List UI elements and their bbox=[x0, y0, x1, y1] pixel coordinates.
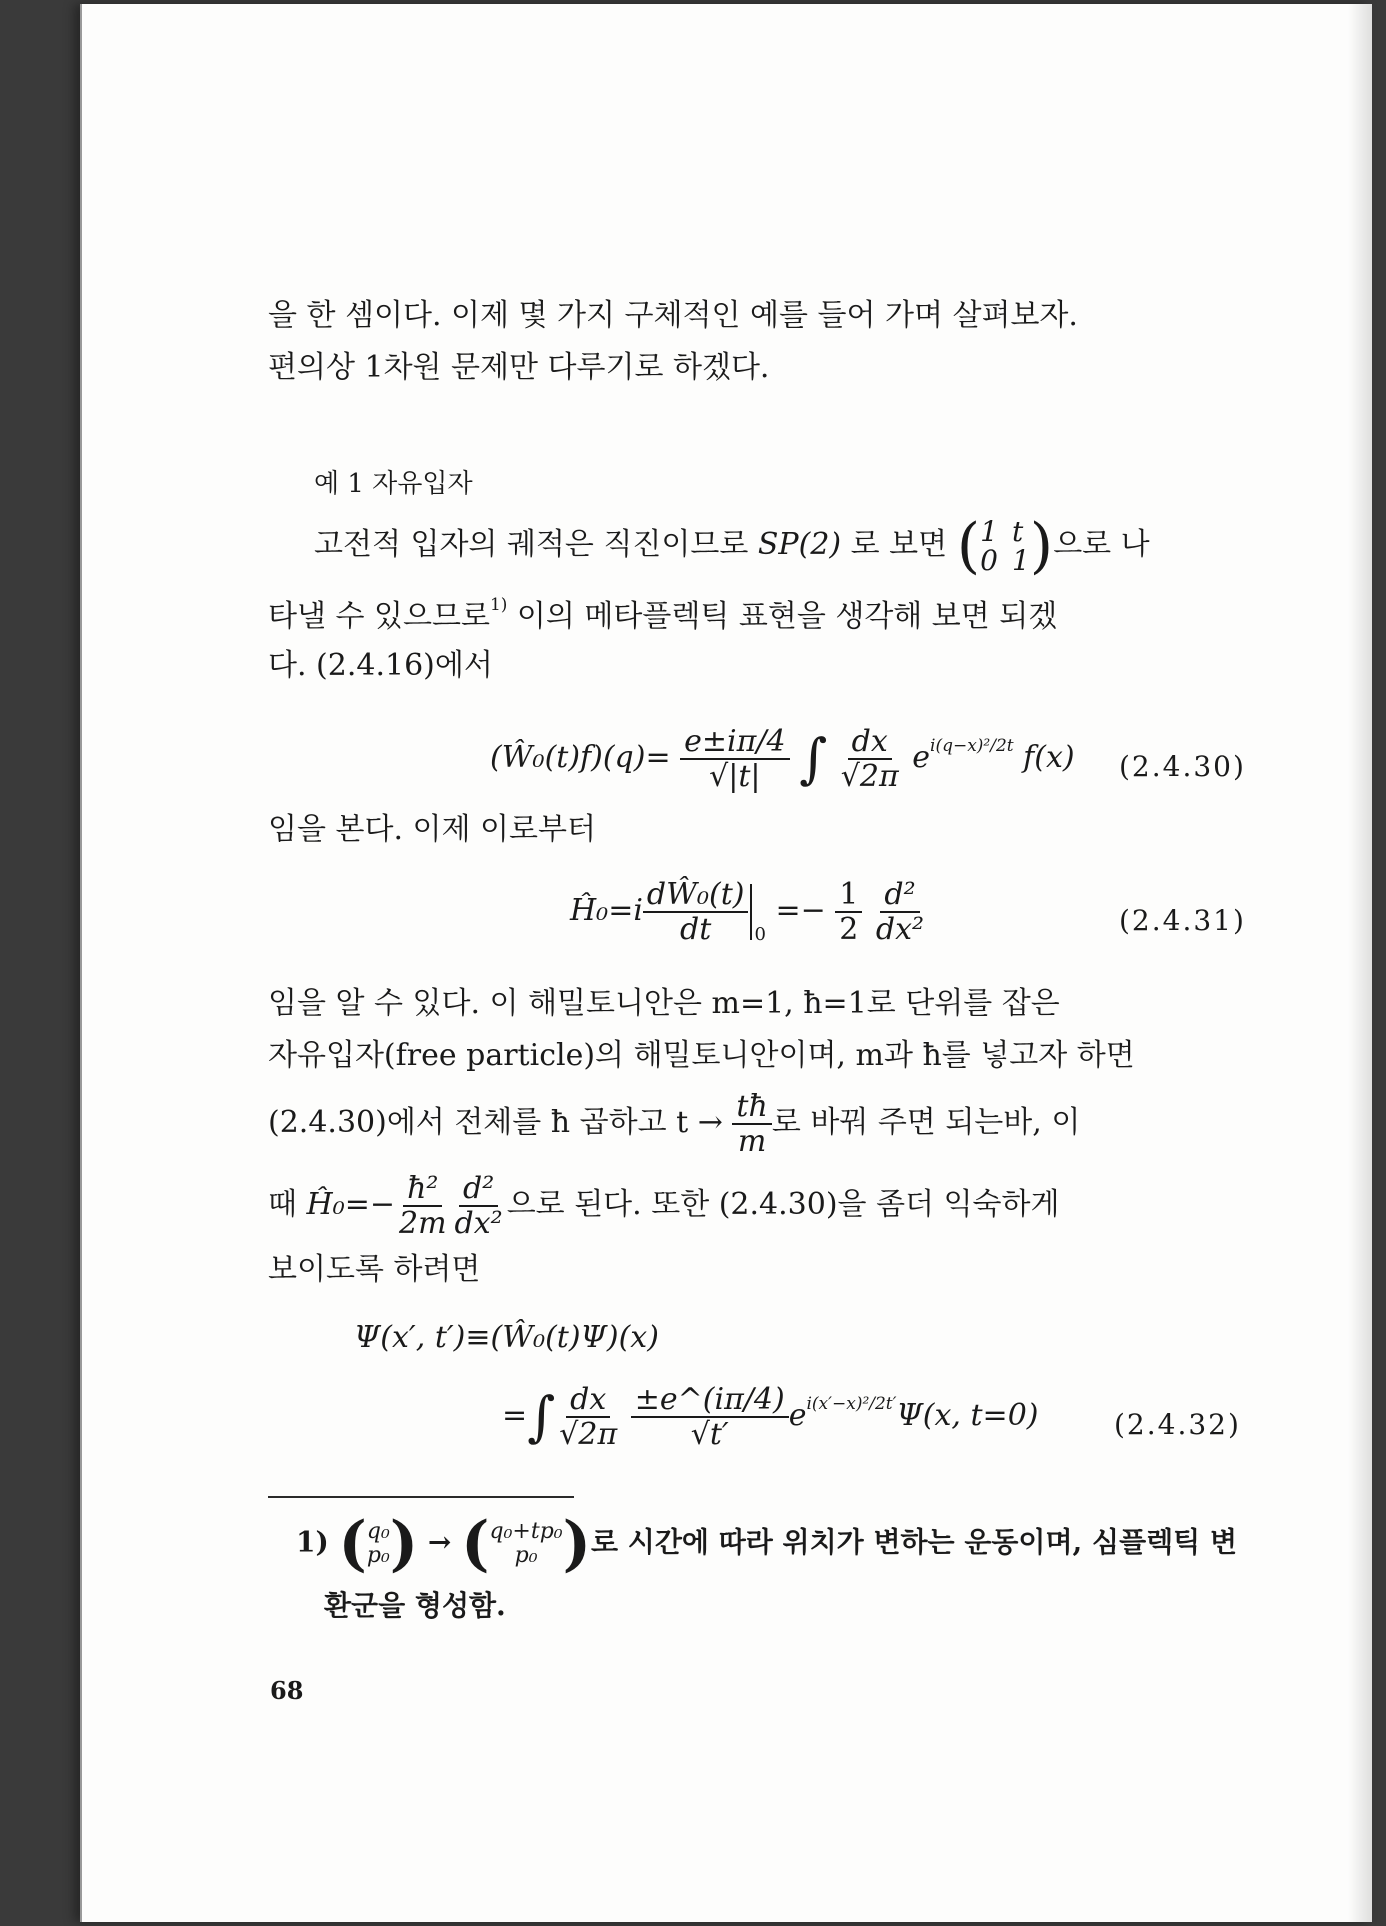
integral-icon: ∫ bbox=[527, 1385, 556, 1448]
eq30-num2: dx bbox=[848, 725, 892, 760]
text-line-11: 보이도록 하려면 bbox=[268, 1252, 481, 1287]
text-line-2: 편의상 1차원 문제만 다루기로 하겠다. bbox=[268, 350, 770, 385]
matrix-cell: t bbox=[1011, 514, 1024, 548]
book-page bbox=[80, 4, 1372, 1922]
text-line-3c: 로 보면 bbox=[850, 527, 948, 562]
text-line-10a: 때 bbox=[268, 1187, 297, 1222]
example-heading: 예 1 자유입자 bbox=[314, 469, 473, 499]
eq30-den1: √|t| bbox=[709, 759, 761, 795]
vector-entry: q₀ bbox=[366, 1518, 390, 1544]
eq31-lhs: Ĥ₀=i bbox=[570, 893, 643, 928]
eq31-num2: 1 bbox=[835, 878, 862, 913]
equation-2-4-31 bbox=[570, 878, 928, 946]
eq31-den3: dx² bbox=[875, 912, 925, 947]
right-paren-icon: ) bbox=[1029, 511, 1054, 581]
text-line-4 bbox=[268, 594, 1057, 636]
text-line-10 bbox=[268, 1172, 1060, 1240]
eq32-num2: ±e^(iπ/4) bbox=[631, 1383, 789, 1418]
eq30-lhs: (Ŵ₀(t)f)(q)= bbox=[490, 740, 671, 776]
vector-entry: q₀+tp₀ bbox=[489, 1518, 563, 1544]
text-line-3 bbox=[314, 511, 1150, 581]
eq32-tail: Ψ(x, t=0) bbox=[896, 1398, 1039, 1434]
text-line-1: 을 한 셈이다. 이제 몇 가지 구체적인 예를 들어 가며 살펴보자. bbox=[268, 298, 1078, 333]
text-line-9 bbox=[268, 1090, 1080, 1158]
group-symbol: SP(2) bbox=[757, 527, 842, 562]
page-number: 68 bbox=[270, 1676, 304, 1705]
footnote-text-1: 로 시간에 따라 위치가 변하는 운동이며, 심플렉틱 변 bbox=[591, 1525, 1238, 1559]
left-paren-icon: ( bbox=[461, 1509, 490, 1579]
matrix-cell: 1 bbox=[980, 514, 998, 548]
inline-eq-den2: dx² bbox=[454, 1206, 503, 1241]
left-paren-icon: ( bbox=[338, 1509, 367, 1579]
text-line-9a: (2.4.30)에서 전체를 ħ 곱하고 t → bbox=[268, 1105, 723, 1140]
text-line-10b: 으로 된다. 또한 (2.4.30)을 좀더 익숙하게 bbox=[506, 1187, 1060, 1222]
eq32-den1: √2π bbox=[559, 1417, 618, 1453]
equation-number: (2.4.31) bbox=[1119, 904, 1246, 937]
equation-2-4-30: (Ŵ₀(t)f)(q)= $\frac{e\pm i\pi/4}{√|t|}$ ∫ $\frac{dx}{√2\pi}$ $e^{i(q-x)^2/2t}$ f(x) bbox=[490, 724, 1075, 795]
text-line-4b: 이의 메타플렉틱 표현을 생각해 보면 되겠 bbox=[507, 599, 1058, 634]
eq31-den1: dt bbox=[680, 912, 712, 947]
eq30-den2: √2π bbox=[840, 759, 899, 795]
vector-entry: p₀ bbox=[366, 1543, 390, 1568]
inline-frac-den: m bbox=[737, 1124, 767, 1159]
inline-eq-den1: 2m bbox=[399, 1206, 447, 1241]
equation-number: (2.4.30) bbox=[1119, 750, 1246, 783]
eq30-num1: e±iπ/4 bbox=[680, 725, 789, 760]
text-line-5: 다. (2.4.16)에서 bbox=[268, 648, 493, 683]
right-paren-icon: ) bbox=[389, 1509, 419, 1579]
footnote-line-1 bbox=[296, 1509, 1238, 1579]
eq30-exponent: i(q−x)²/2t bbox=[930, 736, 1014, 757]
eq32-num1: dx bbox=[566, 1383, 610, 1418]
eq31-num1: dŴ₀(t) bbox=[643, 878, 749, 913]
equation-2-4-32-line-1: Ψ(x′, t′)≡(Ŵ₀(t)Ψ)(x) bbox=[354, 1320, 659, 1355]
eq30-tail: f(x) bbox=[1023, 740, 1075, 776]
inline-frac-num: tħ bbox=[732, 1090, 771, 1125]
eq32-exponent: i(x′−x)²/2t′ bbox=[806, 1394, 897, 1415]
footnote-vector-1 bbox=[338, 1509, 419, 1579]
arrow-icon: → bbox=[427, 1525, 452, 1559]
inline-eq-num2: d² bbox=[459, 1172, 498, 1207]
text-line-7: 임을 알 수 있다. 이 해밀토니안은 m=1, ħ=1로 단위를 잡은 bbox=[268, 986, 1060, 1021]
right-paren-icon: ) bbox=[562, 1509, 592, 1579]
eq31-den2: 2 bbox=[839, 912, 859, 947]
inline-eq-num1: ħ² bbox=[403, 1172, 442, 1207]
text-line-6: 임을 본다. 이제 이로부터 bbox=[268, 812, 596, 847]
eq32-den2: √t′ bbox=[690, 1417, 729, 1453]
text-line-4a: 타낼 수 있으므로 bbox=[268, 599, 490, 634]
text-line-3d: 으로 나 bbox=[1053, 527, 1150, 562]
eq31-sub: 0 bbox=[754, 924, 766, 945]
equation-2-4-32-line-2: =∫ $\frac{dx}{√2\pi}$ $\frac{\pm e\^{}(i\pi/4)}{√t'}$ $e^{i(x'-x)^2/2t'}\Psi(x$, t=0) bbox=[502, 1382, 1039, 1453]
eq31-mid: =− bbox=[775, 893, 826, 928]
equation-number: (2.4.32) bbox=[1114, 1408, 1241, 1441]
footnote-ref: 1) bbox=[489, 595, 508, 615]
footnote-line-2: 환군을 형성함. bbox=[324, 1589, 506, 1622]
text-line-8: 자유입자(free particle)의 해밀토니안이며, m과 ħ를 넣고자 하면 bbox=[268, 1038, 1135, 1073]
integral-icon: ∫ bbox=[799, 727, 828, 790]
matrix-cell: 0 bbox=[980, 544, 998, 577]
matrix bbox=[956, 511, 1054, 581]
eq31-num3: d² bbox=[880, 878, 919, 913]
text-line-3a: 고전적 입자의 궤적은 직진이므로 bbox=[314, 527, 749, 562]
footnote-vector-2 bbox=[461, 1509, 592, 1579]
vector-entry: p₀ bbox=[514, 1543, 538, 1568]
evaluation-bar bbox=[750, 884, 752, 940]
footnote-divider bbox=[268, 1496, 574, 1498]
left-paren-icon: ( bbox=[956, 511, 981, 581]
text-line-9b: 로 바꿔 주면 되는바, 이 bbox=[771, 1105, 1081, 1140]
matrix-cell: 1 bbox=[1011, 544, 1030, 577]
eq32-lhs: = bbox=[502, 1398, 528, 1434]
inline-eq-lhs: Ĥ₀=− bbox=[306, 1187, 395, 1222]
footnote-mark: 1) bbox=[296, 1525, 329, 1559]
